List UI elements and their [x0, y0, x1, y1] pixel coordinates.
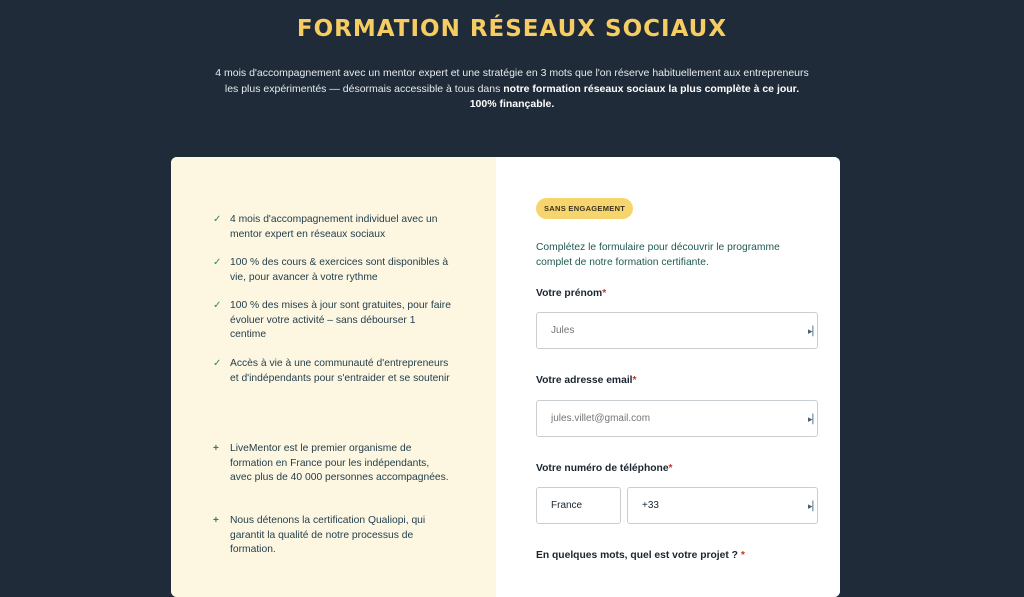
benefits-panel: [171, 157, 496, 597]
autofill-icon[interactable]: ▸▏: [808, 501, 820, 511]
phone-label: [536, 463, 673, 474]
signup-form: [496, 157, 840, 597]
country-select[interactable]: France: [536, 487, 621, 524]
email-label-text: Votre adresse email: [536, 375, 633, 386]
intro-bold-text: notre formation réseaux sociaux la plus complète à ce jour. 100% finançable.: [469, 82, 800, 110]
signup-card: [171, 157, 840, 597]
benefit-text: 100 % des mises à jour sont gratuites, pour faire évoluer votre activité – sans débourser 1 centime: [230, 300, 451, 340]
phone-label-text: Votre numéro de téléphone: [536, 463, 669, 474]
check-icon: ✓: [213, 214, 222, 225]
intro-text: 4 mois d'accompagnement avec un mentor expert et une stratégie en 3 mots que l'on réserve habituellement aux entrepreneurs les plus expérimentés — désormais accessible à tous dans: [215, 67, 809, 95]
email-input[interactable]: [536, 400, 818, 437]
required-mark: *: [632, 375, 637, 386]
autofill-icon[interactable]: ▸▏: [808, 326, 820, 336]
fact-item: [213, 514, 453, 558]
first-name-label-text: Votre prénom: [536, 288, 603, 299]
phone-input[interactable]: +33: [627, 487, 818, 524]
fact-text: Nous détenons la certification Qualiopi, qui garantit la qualité de notre processus de formation.: [230, 515, 426, 555]
first-name-label: [536, 288, 606, 299]
fact-item: [213, 442, 453, 486]
plus-icon: +: [213, 515, 219, 526]
email-label: [536, 375, 637, 386]
benefit-item: [213, 213, 453, 242]
required-mark: *: [602, 288, 607, 299]
form-intro: Complétez le formulaire pour découvrir le programme complet de notre formation certifiante.: [536, 242, 780, 268]
benefit-item: [213, 357, 453, 386]
check-icon: ✓: [213, 300, 222, 311]
benefit-item: [213, 299, 453, 343]
benefit-item: [213, 256, 453, 285]
benefit-text: 4 mois d'accompagnement individuel avec un mentor expert en réseaux sociaux: [230, 214, 438, 240]
benefit-text: 100 % des cours & exercices sont disponibles à vie, pour avancer à votre rythme: [230, 257, 449, 283]
benefit-text: Accès à vie à une communauté d'entrepreneurs et d'indépendants pour s'entraider et se soutenir: [230, 358, 450, 384]
plus-icon: +: [213, 443, 219, 454]
check-icon: ✓: [213, 358, 222, 369]
fact-text: LiveMentor est le premier organisme de formation en France pour les indépendants, avec plus de 40 000 personnes accompagnées.: [230, 443, 449, 483]
no-commitment-badge: SANS ENGAGEMENT: [536, 198, 633, 219]
project-label: [536, 550, 745, 561]
required-mark: *: [737, 550, 745, 561]
page-title: FORMATION RÉSEAUX SOCIAUX: [296, 16, 728, 42]
first-name-input[interactable]: [536, 312, 818, 349]
intro-paragraph: [212, 66, 812, 113]
check-icon: ✓: [213, 257, 222, 268]
autofill-icon[interactable]: ▸▏: [808, 414, 820, 424]
project-label-text: En quelques mots, quel est votre projet ?: [536, 550, 738, 561]
required-mark: *: [668, 463, 673, 474]
